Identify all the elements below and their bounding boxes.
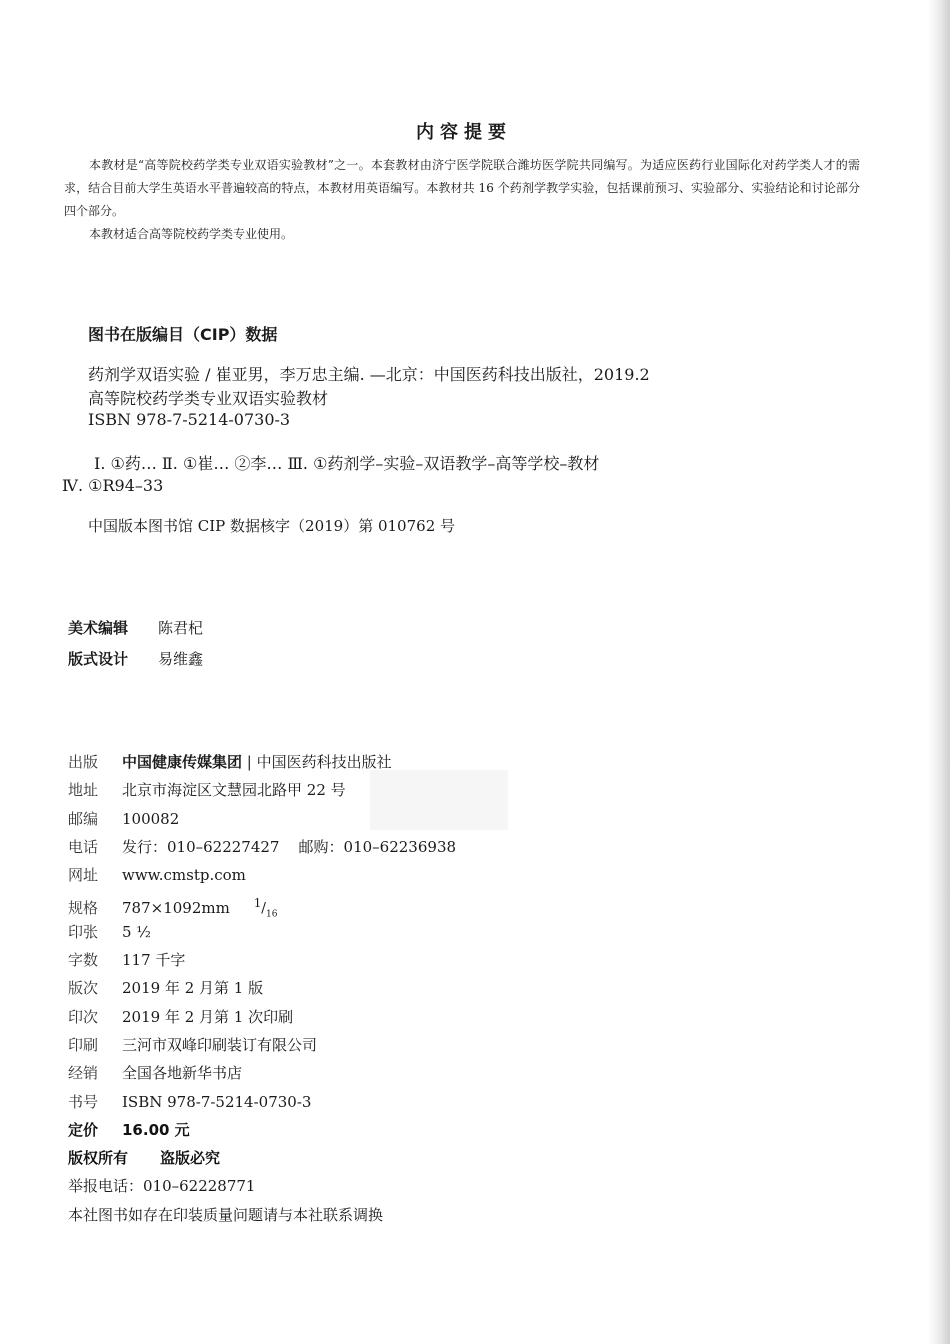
pub-value: 本社图书如存在印装质量问题请与本社联系调换 (68, 1205, 384, 1224)
pub-label: 书号 (68, 1092, 99, 1111)
pub-label: 定价 (68, 1120, 99, 1139)
pub-row-printing (68, 1003, 456, 1031)
cip-line-record: 中国版本图书馆 CIP 数据核字（2019）第 010762 号 (88, 517, 456, 535)
summary-paragraph: 本教材是“高等院校药学类专业双语实验教材”之一。本套教材由济宁医学院联合潍坊医学院共同编写。为适应医药行业国际化对药学类人才的需求，结合目前大学生英语水平普遍较高的特点，本教材用英语编写。本教材共 16 个药剂学教学实验，包括课前预习、实验部分、实验结论和讨论部分四个部分。 (64, 158, 860, 218)
pub-value: 16.00 元 (122, 1120, 190, 1139)
pub-row-isbn (68, 1088, 456, 1116)
pub-row-notice (68, 1201, 456, 1229)
pub-value: 发行：010–62227427 邮购：010–62236938 (122, 837, 457, 856)
pub-label: 经销 (68, 1064, 99, 1083)
pub-value: 举报电话：010–62228771 (68, 1177, 256, 1196)
pub-value: 盗版必究 (160, 1149, 221, 1168)
pub-row-distributor (68, 1059, 456, 1087)
pub-label: 地址 (68, 781, 99, 800)
pub-label: 出版 (68, 753, 99, 771)
pub-row-printer (68, 1031, 456, 1059)
credit-art-editor (68, 617, 203, 638)
pub-row-format (68, 889, 456, 920)
pub-value: www.cmstp.com (122, 866, 246, 885)
pub-label: 印张 (68, 922, 99, 941)
pub-value: 三河市双峰印刷装订有限公司 (122, 1035, 318, 1054)
pub-row-edition (68, 974, 456, 1002)
credit-value: 陈君杞 (158, 619, 204, 637)
publisher-separator: | (246, 753, 252, 771)
pub-label: 网址 (68, 866, 99, 885)
credit-label: 版式设计 (68, 650, 129, 668)
cip-line-isbn: ISBN 978-7-5214-0730-3 (88, 410, 291, 429)
cip-line-subjects: Ⅰ. ①药… Ⅱ. ①崔… ②李… Ⅲ. ①药剂学–实验–双语教学–高等学校–教材 (94, 454, 600, 473)
pub-row-price (68, 1116, 456, 1144)
pub-label: 版权所有 (68, 1149, 129, 1168)
pub-label: 印刷 (68, 1035, 99, 1054)
pub-label: 字数 (68, 951, 99, 970)
page-edge-shadow (928, 0, 950, 1344)
sheets-fraction: ½ (136, 922, 151, 941)
pub-value: 787×1092mm (122, 899, 230, 918)
pub-row-copyright (68, 1144, 456, 1172)
summary-abstract (64, 154, 860, 246)
pub-row-publisher (68, 748, 456, 776)
pub-label: 邮编 (68, 809, 99, 828)
cip-line-title: 药剂学双语实验 / 崔亚男，李万忠主编. —北京：中国医药科技出版社，2019.2 (88, 365, 650, 384)
pub-label: 版次 (68, 979, 99, 998)
summary-title: 内容提要 (416, 122, 512, 143)
pub-row-website (68, 861, 456, 889)
pub-label: 电话 (68, 837, 99, 856)
cip-line-series: 高等院校药学类专业双语实验教材 (88, 389, 329, 408)
pub-value: 5 (122, 922, 132, 941)
cip-line-classification: Ⅳ. ①R94–33 (62, 476, 164, 495)
publication-info (68, 748, 456, 1229)
publisher-group: 中国健康传媒集团 (122, 753, 243, 771)
pub-value: 100082 (122, 809, 180, 828)
pub-label: 规格 (68, 899, 99, 918)
pub-label: 印次 (68, 1007, 99, 1026)
publisher-name: 中国医药科技出版社 (256, 753, 392, 771)
pub-value: 117 千字 (122, 951, 186, 970)
pub-value: 2019 年 2 月第 1 次印刷 (122, 1007, 294, 1026)
pub-row-report (68, 1172, 456, 1200)
summary-paragraph: 本教材适合高等院校药学类专业使用。 (89, 227, 294, 241)
pub-value: 全国各地新华书店 (122, 1064, 243, 1083)
pub-row-words (68, 946, 456, 974)
pub-value: 北京市海淀区文慧园北路甲 22 号 (122, 781, 346, 800)
pub-value: ISBN 978-7-5214-0730-3 (122, 1092, 312, 1111)
credit-label: 美术编辑 (68, 619, 129, 637)
pub-row-address (68, 776, 456, 804)
pub-row-postcode (68, 805, 456, 833)
cip-heading: 图书在版编目（CIP）数据 (88, 325, 278, 344)
pub-value: 2019 年 2 月第 1 版 (122, 979, 264, 998)
pub-row-phone (68, 833, 456, 861)
credit-layout (68, 648, 203, 669)
format-fraction: $^1/_{16}$ (253, 896, 278, 920)
credit-value: 易维鑫 (158, 650, 204, 668)
